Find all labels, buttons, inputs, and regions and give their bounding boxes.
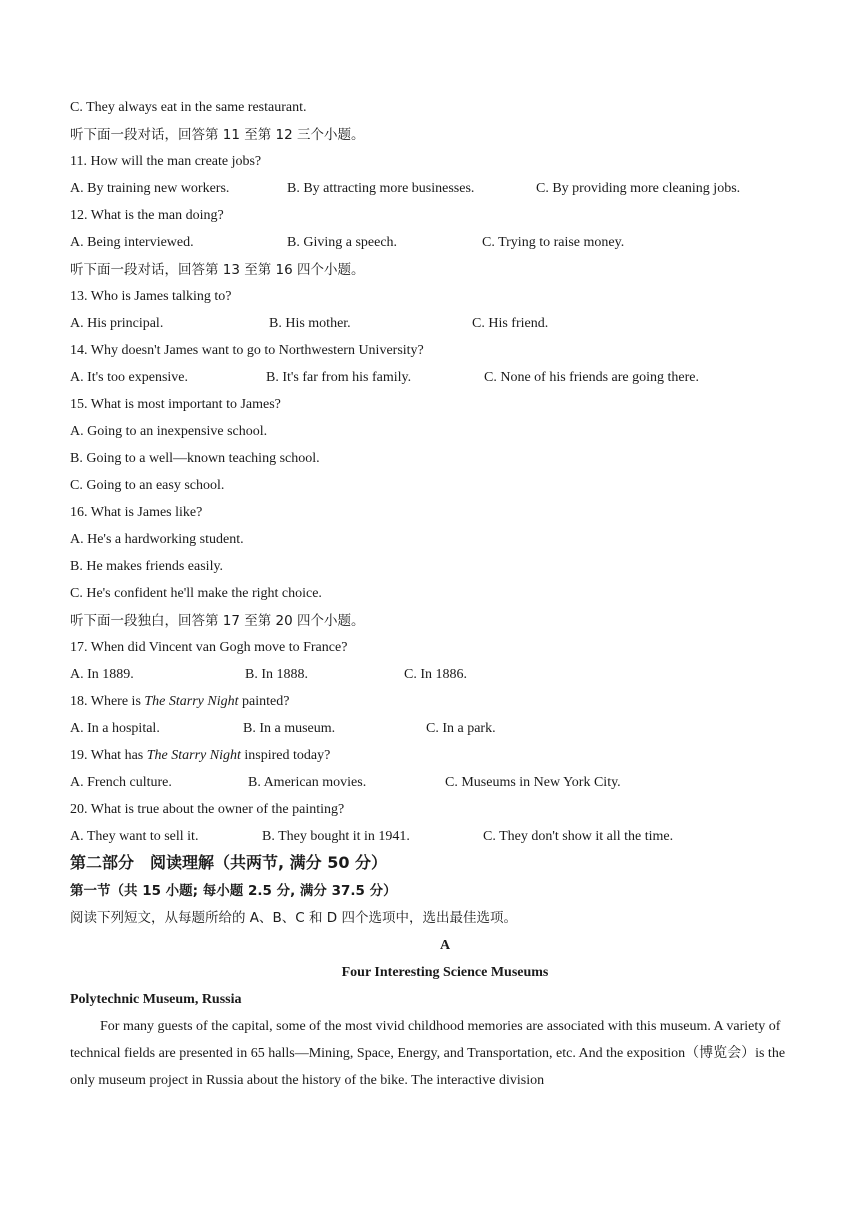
q19-option-c: C. Museums in New York City. bbox=[445, 775, 621, 790]
passage-letter: A bbox=[439, 938, 451, 953]
q16-option-a: A. He's a hardworking student. bbox=[70, 532, 244, 547]
instruction-11-12: 听下面一段对话，回答第 11 至第 12 三个小题。 bbox=[70, 127, 365, 143]
q11-option-b: B. By attracting more businesses. bbox=[287, 181, 475, 196]
q16-question: 16. What is James like? bbox=[70, 505, 203, 520]
q13-option-c: C. His friend. bbox=[472, 316, 549, 331]
q19-option-a: A. French culture. bbox=[70, 775, 172, 790]
q12-option-c: C. Trying to raise money. bbox=[482, 235, 625, 250]
painting-title: The Starry Night bbox=[146, 748, 241, 763]
q20-question: 20. What is true about the owner of the painting? bbox=[70, 802, 345, 817]
museum-heading: Polytechnic Museum, Russia bbox=[70, 992, 242, 1007]
q11-option-c: C. By providing more cleaning jobs. bbox=[536, 181, 741, 196]
q15-option-c: C. Going to an easy school. bbox=[70, 478, 225, 493]
q14-option-b: B. It's far from his family. bbox=[266, 370, 412, 385]
painting-title: The Starry Night bbox=[144, 694, 239, 709]
q11-option-a: A. By training new workers. bbox=[70, 181, 230, 196]
q15-question: 15. What is most important to James? bbox=[70, 397, 281, 412]
q19-question: 19. What has The Starry Night inspired today? bbox=[70, 748, 331, 763]
q15-option-b: B. Going to a well—known teaching school. bbox=[70, 451, 320, 466]
q20-option-a: A. They want to sell it. bbox=[70, 829, 199, 844]
q14-option-c: C. None of his friends are going there. bbox=[484, 370, 699, 385]
q17-option-b: B. In 1888. bbox=[245, 667, 308, 682]
q19-option-b: B. American movies. bbox=[248, 775, 367, 790]
instruction-17-20: 听下面一段独白，回答第 17 至第 20 四个小题。 bbox=[70, 613, 365, 629]
q14-question: 14. Why doesn't James want to go to Northwestern University? bbox=[70, 343, 424, 358]
q17-option-c: C. In 1886. bbox=[404, 667, 467, 682]
q11-question: 11. How will the man create jobs? bbox=[70, 154, 262, 169]
q13-option-a: A. His principal. bbox=[70, 316, 164, 331]
q17-option-a: A. In 1889. bbox=[70, 667, 134, 682]
q10-option-c: C. They always eat in the same restaurant. bbox=[70, 100, 307, 115]
q15-option-a: A. Going to an inexpensive school. bbox=[70, 424, 268, 439]
q17-question: 17. When did Vincent van Gogh move to France? bbox=[70, 640, 348, 655]
q20-option-c: C. They don't show it all the time. bbox=[483, 829, 674, 844]
part-two-heading: 第二部分 阅读理解（共两节, 满分 50 分） bbox=[70, 853, 388, 872]
q16-option-b: B. He makes friends easily. bbox=[70, 559, 224, 574]
q12-option-b: B. Giving a speech. bbox=[287, 235, 398, 250]
reading-instruction: 阅读下列短文，从每题所给的 A、B、C 和 D 四个选项中，选出最佳选项。 bbox=[70, 910, 517, 926]
q13-question: 13. Who is James talking to? bbox=[70, 289, 232, 304]
museum-paragraph: For many guests of the capital, some of the most vivid childhood memories are associated with this museum. A variety of technical fields are presented in 65 halls—Mining, Space, Energy, and Transportation, etc. And the exposition（博览会）is the only museum project in Russia about the history of the bike. The interactive division bbox=[70, 1019, 786, 1088]
instruction-13-16: 听下面一段对话，回答第 13 至第 16 四个小题。 bbox=[70, 262, 365, 278]
q13-option-b: B. His mother. bbox=[269, 316, 351, 331]
q18-question: 18. Where is The Starry Night painted? bbox=[70, 694, 290, 709]
q12-option-a: A. Being interviewed. bbox=[70, 235, 194, 250]
q16-option-c: C. He's confident he'll make the right choice. bbox=[70, 586, 322, 601]
q14-option-a: A. It's too expensive. bbox=[70, 370, 189, 385]
q18-option-b: B. In a museum. bbox=[243, 721, 336, 736]
q12-question: 12. What is the man doing? bbox=[70, 208, 224, 223]
section-one-heading: 第一节（共 15 小题; 每小题 2.5 分, 满分 37.5 分） bbox=[70, 883, 397, 899]
q18-option-a: A. In a hospital. bbox=[70, 721, 160, 736]
q20-option-b: B. They bought it in 1941. bbox=[262, 829, 410, 844]
q18-option-c: C. In a park. bbox=[426, 721, 496, 736]
passage-title: Four Interesting Science Museums bbox=[341, 965, 549, 980]
